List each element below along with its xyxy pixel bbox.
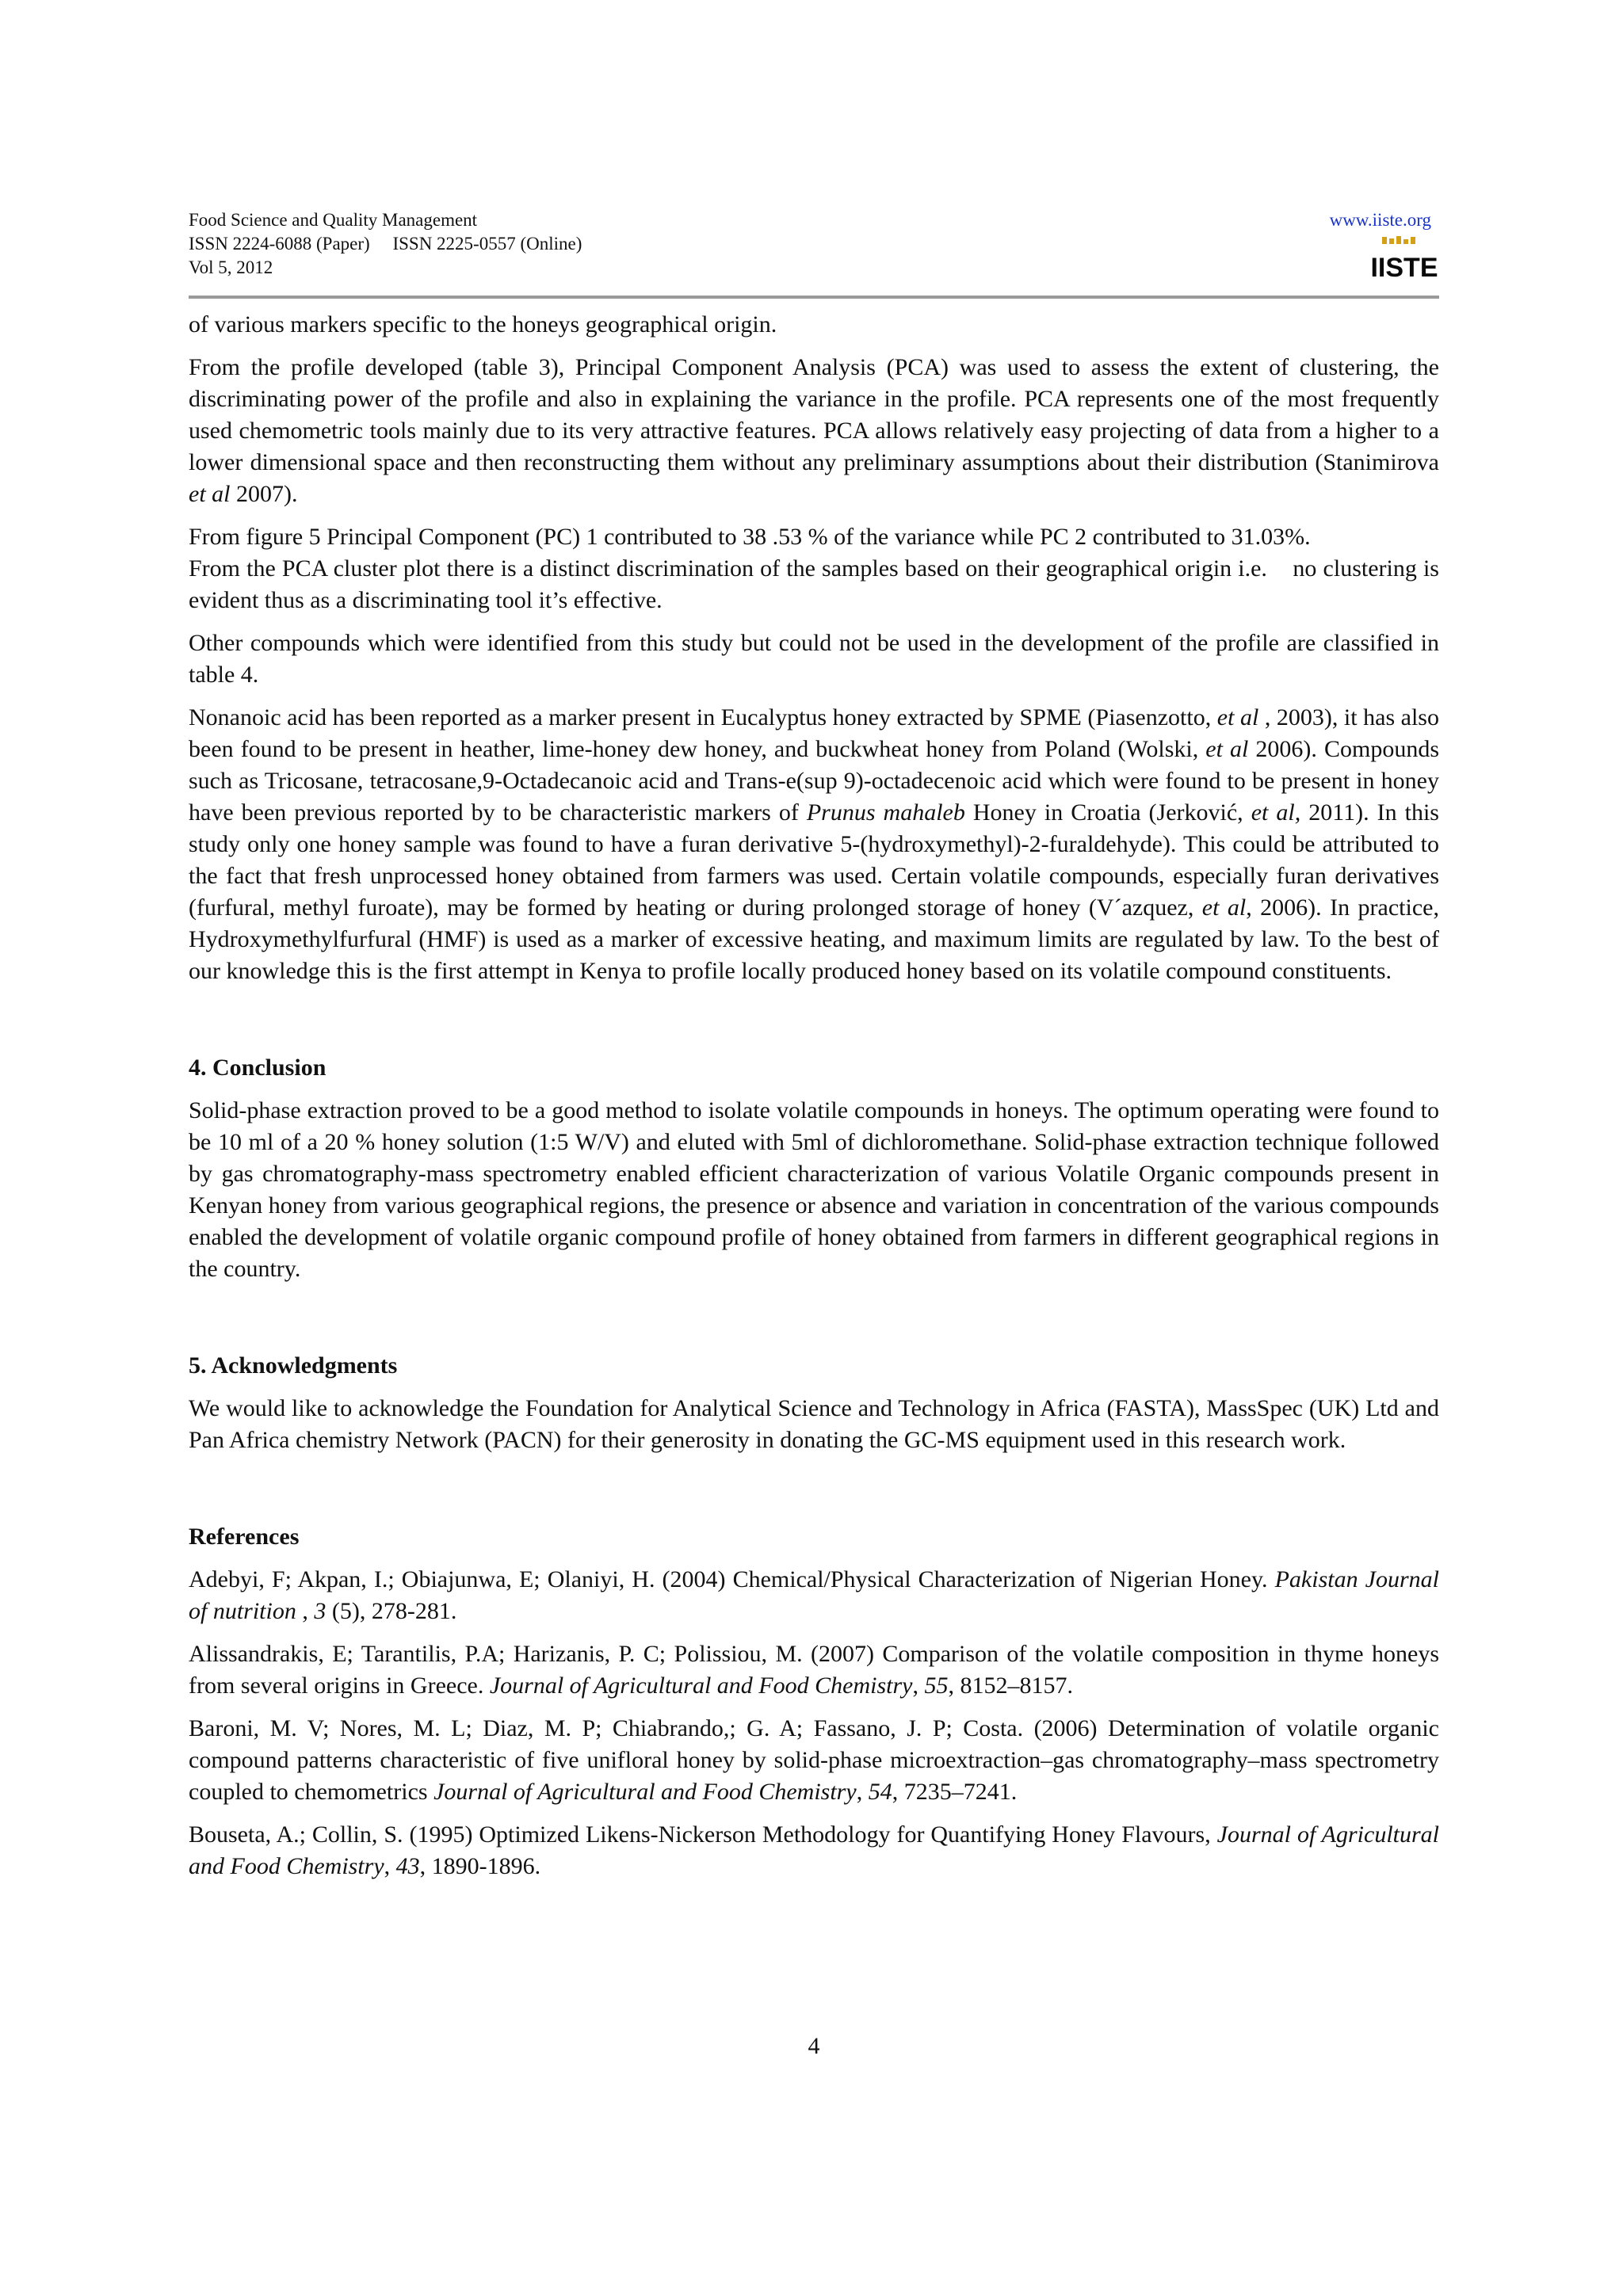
volume-line: Vol 5, 2012 (189, 257, 273, 277)
text: Solid-phase extraction proved to be a good method to isolate volatile compounds in honeys. The optimum operating were found to be 10 ml of a 20 % honey solution (1:5 W/V) and eluted with 5ml of dichloromethane. Solid-phase extraction technique followed by gas chromatography-mass spectrometry enabled efficient characterization of various Volatile Organic compounds present in Kenyan honey from various geographical regions, the presence or absence and variation in concentration of the various compounds enabled the development of volatile organic compound profile of honey obtained from farmers in different geographical regions in the country. (189, 1097, 1439, 1282)
reference-item (189, 1564, 1439, 1627)
italic-text: et al, (1251, 799, 1301, 826)
italic-text: 55 (924, 1672, 949, 1699)
text: Honey in Croatia (Jerković, (964, 799, 1251, 826)
logo-bar (1389, 238, 1394, 244)
text: 2006). Compounds such as Tricosane, tetracosane,9-Octadecanoic acid and Trans-e(sup 9)-octadecenoic acid which were found to be present in honey have been previous reported by to be characteristic markers of (189, 736, 1439, 826)
iiste-logo (1370, 235, 1438, 283)
text: From the PCA cluster plot there is a distinct discrimination of the samples based on their geographical origin i.e. no clustering is evident thus as a discriminating tool it’s effective. (189, 555, 1445, 613)
text: Alissandrakis, E; Tarantilis, P.A; Harizanis, P. C; Polissiou, M. (2007) Comparison of the volatile composition in thyme honeys from several origins in Greece. (189, 1641, 1439, 1699)
section-heading-references: References (189, 1524, 300, 1550)
text: Nonanoic acid has been reported as a marker present in Eucalyptus honey extracted by SPME (Piasenzotto, (189, 704, 1217, 730)
paragraph-pca (189, 352, 1439, 510)
article-body (189, 309, 1445, 1882)
text: of various markers specific to the honeys geographical origin. (189, 311, 777, 338)
journal-name: Food Science and Quality Management (189, 210, 478, 230)
website-link[interactable]: www.iiste.org (1329, 210, 1431, 230)
paragraph-other-compounds (189, 627, 1439, 691)
paragraph (189, 309, 1439, 341)
paragraph-conclusion (189, 1095, 1439, 1285)
italic-text: Journal of Agricultural and Food Chemistry (433, 1779, 857, 1805)
text: 2011). In this study only one honey sample was found to have a furan derivative 5-(hydroxymethyl)-2-furaldehyde). This could be attributed to the fact that fresh unprocessed honey obtained from farmers was used. Certain volatile compounds, especially furan derivatives (furfural, methyl furoate), may be formed by heating or during prolonged storage of honey (V´azquez, (189, 799, 1439, 921)
section-heading-conclusion: 4. Conclusion (189, 1055, 327, 1081)
issn-line: ISSN 2224-6088 (Paper) ISSN 2225-0557 (Online) (189, 234, 582, 254)
text: , 2006). In practice, Hydroxymethylfurfural (HMF) is used as a marker of excessive heating, and maximum limits are regulated by law. To the best of our knowledge this is the first attempt in Kenya to profile locally produced honey based on its volatile compound constituents. (189, 894, 1439, 984)
italic-text: 43 (395, 1853, 420, 1879)
text: From the profile developed (table 3), Principal Component Analysis (PCA) was used to assess the extent of clustering, the discriminating power of the profile and also in explaining the variance in the profile. PCA represents one of the most frequently used chemometric tools mainly due to its very attractive features. PCA allows relatively easy projecting of data from a higher to a lower dimensional space and then reconstructing them without any preliminary assumptions about their distribution (Stanimirova (189, 354, 1439, 475)
paragraph-nonanoic (189, 702, 1439, 987)
text: Bouseta, A.; Collin, S. (1995) Optimized Likens-Nickerson Methodology for Quantifying Honey Flavours, (189, 1821, 1217, 1848)
text: , 7235–7241. (892, 1779, 1018, 1805)
text: , (384, 1853, 396, 1879)
text: Baroni, M. V; Nores, M. L; Diaz, M. P; Chiabrando,; G. A; Fassano, J. P; Costa. (2006) Determination of volatile organic compound patterns characteristic of five unifloral honey by solid-phase microextraction–gas chromatography–mass spectrometry coupled to chemometrics (189, 1715, 1439, 1805)
text: , (856, 1779, 869, 1805)
logo-text: IISTE (1370, 253, 1438, 283)
text: From figure 5 Principal Component (PC) 1 contributed to 38 .53 % of the variance while PC 2 contributed to 31.03%. (189, 524, 1311, 550)
italic-text: et al (1216, 704, 1259, 730)
text: We would like to acknowledge the Foundation for Analytical Science and Technology in Africa (FASTA), MassSpec (UK) Ltd and Pan Africa chemistry Network (PACN) for their generosity in donating the GC-MS equipment used in this research work. (189, 1395, 1439, 1453)
text: , (296, 1598, 315, 1624)
logo-bar (1403, 239, 1408, 244)
text: Adebyi, F; Akpan, I.; Obiajunwa, E; Olaniyi, H. (2004) Chemical/Physical Characterization of Nigerian Honey. (189, 1566, 1275, 1592)
logo-bar (1411, 237, 1415, 244)
logo-bar (1396, 236, 1401, 244)
page (189, 0, 1445, 2296)
italic-text: Prunus mahaleb (806, 799, 965, 826)
text: 2007). (230, 481, 298, 507)
text: , 1890-1896. (419, 1853, 541, 1879)
text: (5), 278-281. (326, 1598, 457, 1624)
page-number: 4 (808, 2033, 820, 2059)
text: , 8152–8157. (948, 1672, 1073, 1699)
italic-text: Journal of Agricultural and Food Chemistry (189, 1821, 1440, 1879)
page-header (189, 208, 1439, 296)
italic-text: et al (189, 481, 231, 507)
italic-text: 54 (868, 1779, 892, 1805)
text: Other compounds which were identified from this study but could not be used in the development of the profile are classified in table 4. (189, 630, 1439, 688)
reference-item (189, 1713, 1439, 1808)
italic-text: et al (1201, 894, 1247, 921)
text: , 2003), it has also been found to be present in heather, lime-honey dew honey, and buckwheat honey from Poland (Wolski, (189, 704, 1439, 762)
text: , (912, 1672, 925, 1699)
header-rule (189, 296, 1439, 299)
italic-text: et al (1205, 736, 1249, 762)
paragraph-acknowledgments (189, 1393, 1439, 1456)
reference-item (189, 1638, 1439, 1702)
italic-text: 3 (314, 1598, 327, 1624)
italic-text: Pakistan Journal of nutrition (189, 1566, 1439, 1624)
paragraph-pc-variance (189, 521, 1445, 616)
logo-bar (1382, 237, 1387, 244)
italic-text: Journal of Agricultural and Food Chemistry (489, 1672, 913, 1699)
section-heading-acknowledgments: 5. Acknowledgments (189, 1352, 398, 1379)
reference-item (189, 1819, 1439, 1882)
